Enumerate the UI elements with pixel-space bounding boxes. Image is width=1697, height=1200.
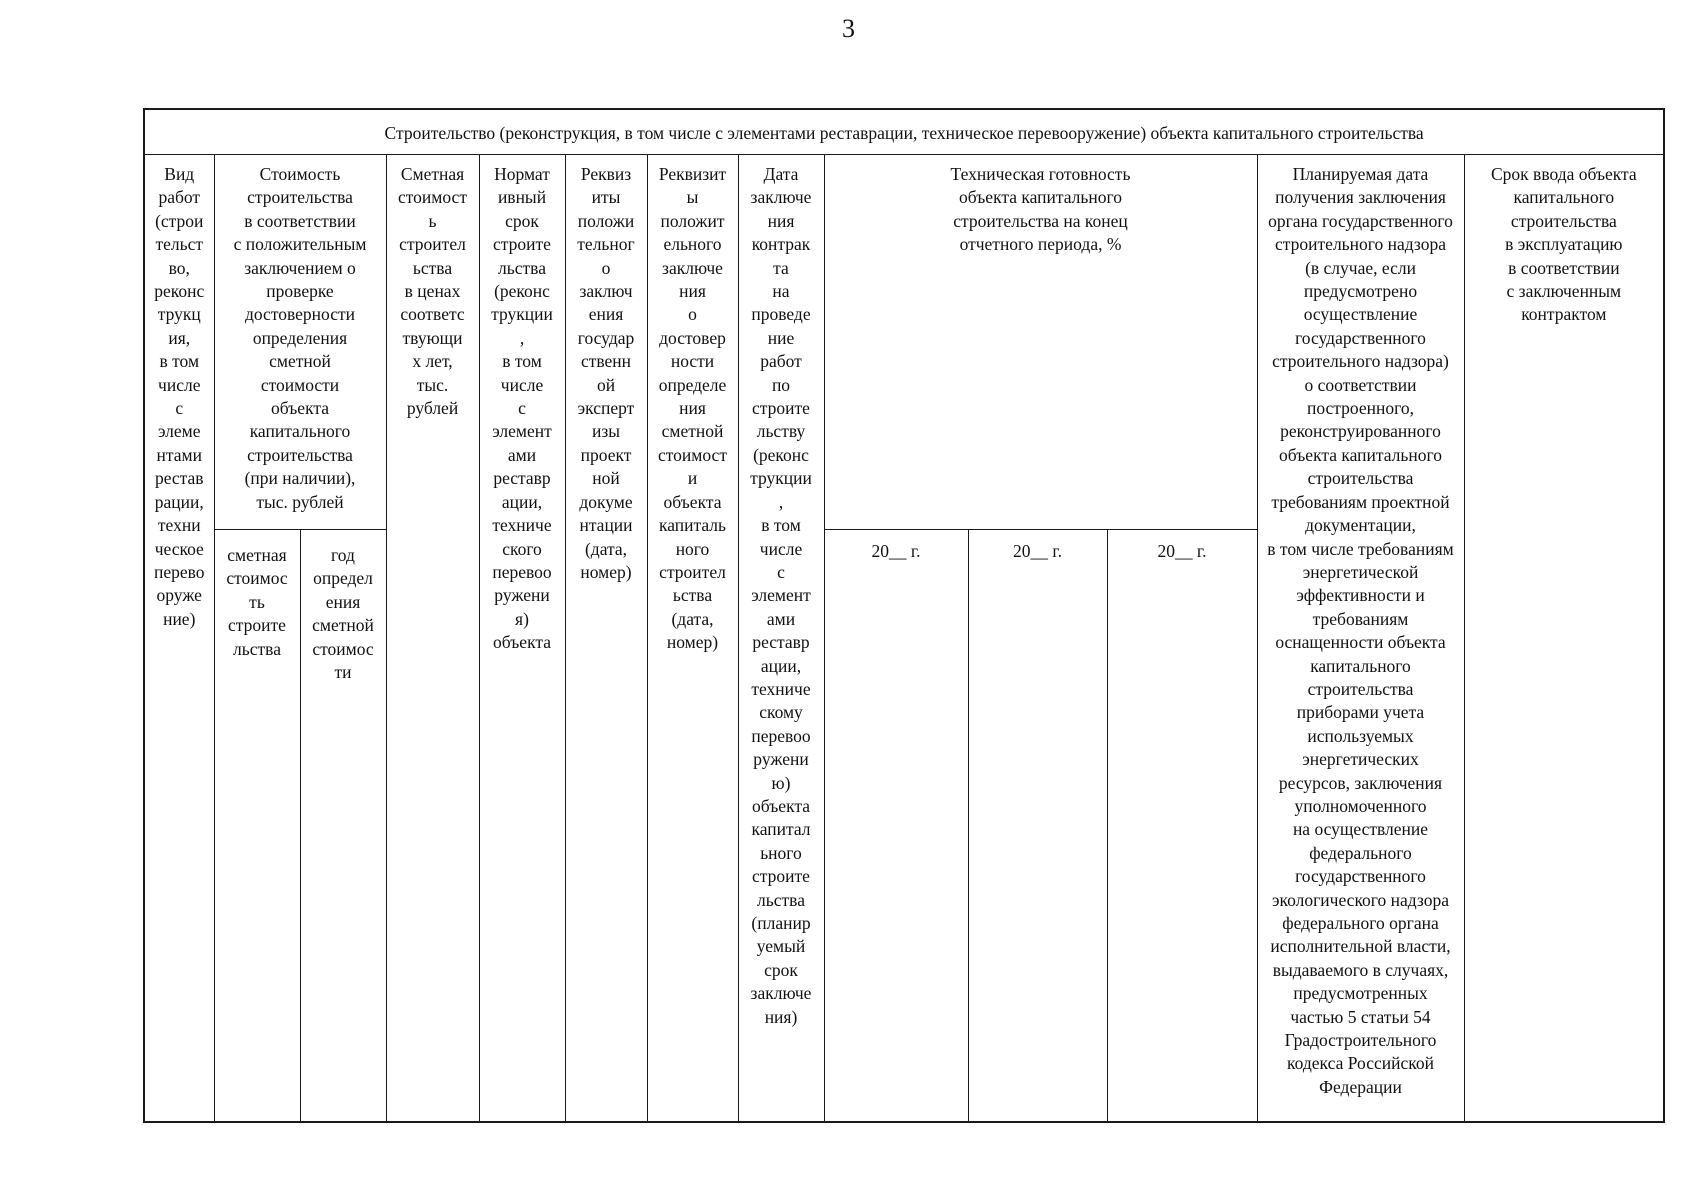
readiness-year-2: 20__ г. xyxy=(968,530,1107,1122)
header-estimate-year: год определ ения сметной стоимос ти xyxy=(300,530,386,1122)
readiness-year-1: 20__ г. xyxy=(824,530,968,1122)
header-estimated-cost: сметная стоимос ть строите льства xyxy=(214,530,300,1122)
header-cost-group: Стоимость строительства в соответствии с положительным заключением о проверке достоверности определения сметной стоимости объекта капитального строительства (при наличии), тыс. рублей xyxy=(214,155,386,530)
header-contract-date: Дата заключе ния контрак та на проведе ние работ по строите льству (реконс трукции , в том числе с элемент ами реставр ации, техниче скому перевоо ружени ю) объекта капитал ьного строите льства (планир уемый срок заключе ния) xyxy=(738,155,824,1122)
table-title: Строительство (реконструкция, в том числе с элементами реставрации, техническое перевооружение) объекта капитального строительства xyxy=(144,109,1664,155)
capital-construction-table xyxy=(143,108,1665,1123)
header-estimated-cost-current-prices: Сметная стоимост ь строител ьства в ценах соответс твующи х лет, тыс. рублей xyxy=(386,155,479,1122)
header-expertise-details: Реквиз иты положи тельног о заключ ения государ ственн ой эксперт изы проект ной докуме нтации (дата, номер) xyxy=(565,155,647,1122)
header-supervision-date: Планируемая дата получения заключения органа государственного строительного надзора (в случае, если предусмотрено осуществление государственного строительного надзора) о соответствии построенного, реконструированного объекта капитального строительства требованиям проектной документации, в том числе требованиям энергетической эффективности и требованиям оснащенности объекта капитального строительства приборами учета используемых энергетических ресурсов, заключения уполномоченного на осуществление федерального государственного экологического надзора федерального органа исполнительной власти, выдаваемого в случаях, предусмотренных частью 5 статьи 54 Градостроительного кодекса Российской Федерации xyxy=(1257,155,1464,1122)
header-commissioning-term: Срок ввода объекта капитального строительства в эксплуатацию в соответствии с заключенным контрактом xyxy=(1464,155,1664,1122)
page-number: 3 xyxy=(842,14,855,43)
header-normative-term: Нормат ивный срок строите льства (реконс трукции , в том числе с элемент ами реставр ации, техниче ского перевоо ружени я) объекта xyxy=(479,155,565,1122)
readiness-year-3: 20__ г. xyxy=(1107,530,1257,1122)
header-reliability-details: Реквизит ы положит ельного заключе ния о достовер ности определе ния сметной стоимост и объекта капиталь ного строител ьства (дата, номер) xyxy=(647,155,738,1122)
header-technical-readiness: Техническая готовность объекта капитального строительства на конец отчетного периода, % xyxy=(824,155,1257,530)
header-work-type: Вид работ (строи тельст во, реконс трукц ия, в том числе с элеме нтами рестав рации, техни ческое перево оруже ние) xyxy=(144,155,214,1122)
